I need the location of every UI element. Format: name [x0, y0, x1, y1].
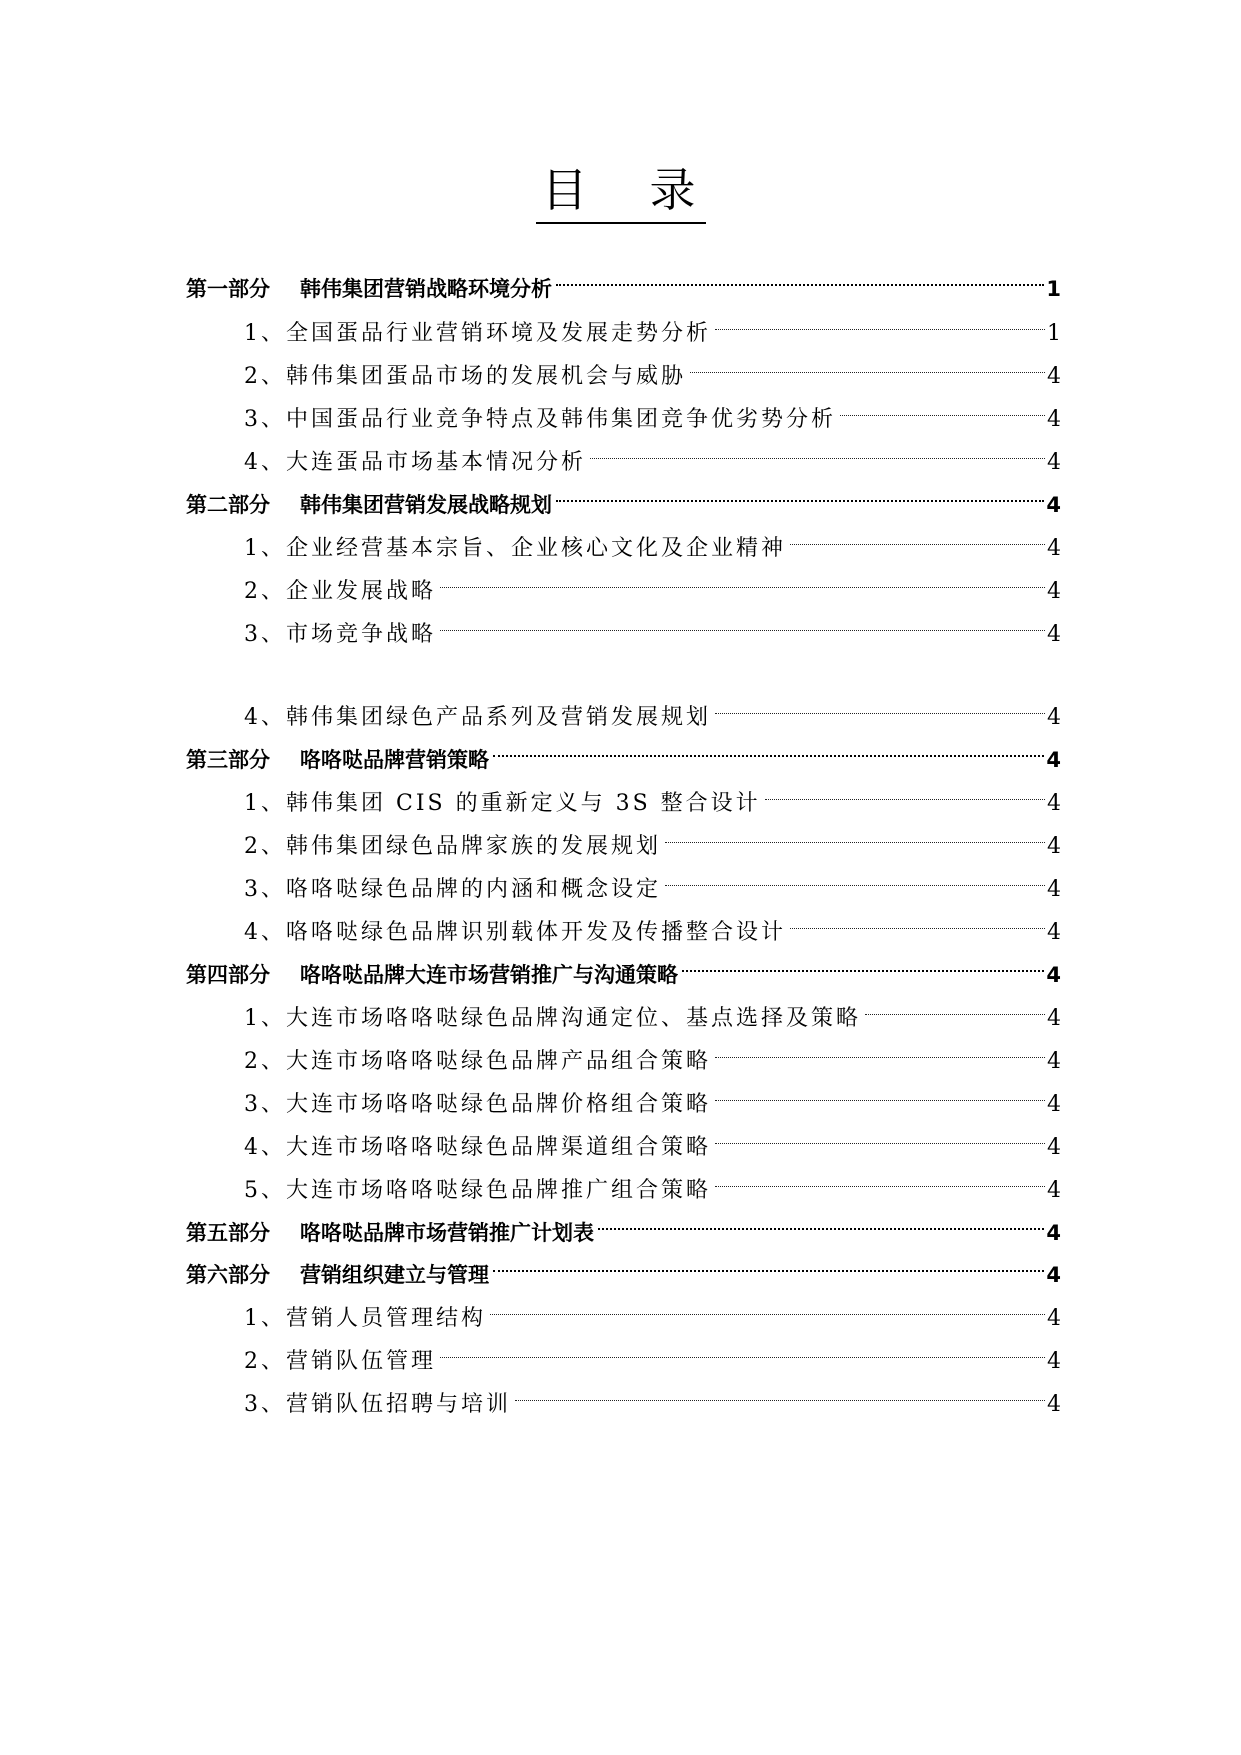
toc-page-number: 4: [1047, 1049, 1061, 1074]
toc-item-entry[interactable]: [244, 991, 1061, 1031]
page-title-text: 目 录: [536, 160, 706, 224]
toc-dot-leader: [715, 1034, 1045, 1068]
toc-item-entry[interactable]: [244, 1291, 1061, 1331]
toc-dot-leader: [590, 435, 1045, 469]
toc-entry-label: 2、大连市场咯咯哒绿色品牌产品组合策略: [244, 1049, 711, 1074]
toc-page-number: 4: [1046, 748, 1061, 772]
toc-dot-leader: [865, 991, 1045, 1025]
toc-entry-label: 咯咯哒品牌大连市场营销推广与沟通策略: [300, 963, 678, 987]
toc-part-entry[interactable]: [186, 1248, 1061, 1287]
toc-page-number: 4: [1047, 877, 1061, 902]
toc-dot-leader: [598, 1206, 1044, 1240]
toc-entry-label: 2、韩伟集团蛋品市场的发展机会与威胁: [244, 364, 686, 389]
toc-item-entry[interactable]: [244, 607, 1061, 647]
toc-dot-leader: [556, 478, 1044, 512]
toc-page-number: 4: [1047, 920, 1061, 945]
toc-item-entry[interactable]: [244, 521, 1061, 561]
toc-item-entry[interactable]: [244, 1120, 1061, 1160]
toc-dot-leader: [665, 819, 1045, 853]
toc-dot-leader: [715, 1120, 1045, 1154]
toc-part-number: 第六部分: [186, 1263, 270, 1287]
toc-item-entry[interactable]: [244, 349, 1061, 389]
toc-page-number: 4: [1047, 450, 1061, 475]
toc-page-number: 4: [1047, 1178, 1061, 1203]
toc-dot-leader: [556, 262, 1044, 296]
toc-item-entry[interactable]: [244, 690, 1061, 730]
toc-part-entry[interactable]: [186, 478, 1061, 517]
toc-part-number: 第三部分: [186, 748, 270, 772]
toc-item-entry[interactable]: [244, 1334, 1061, 1374]
toc-dot-leader: [490, 1291, 1045, 1325]
toc-entry-label: 3、营销队伍招聘与培训: [244, 1392, 511, 1417]
toc-entry-label: 4、韩伟集团绿色产品系列及营销发展规划: [244, 705, 711, 730]
toc-dot-leader: [715, 690, 1045, 724]
toc-entry-label: 4、大连市场咯咯哒绿色品牌渠道组合策略: [244, 1135, 711, 1160]
toc-page-number: 4: [1047, 1135, 1061, 1160]
toc-part-number: 第四部分: [186, 963, 270, 987]
toc-item-entry[interactable]: [244, 776, 1061, 816]
toc-entry-label: 咯咯哒品牌市场营销推广计划表: [300, 1221, 594, 1245]
toc-page-number: 4: [1047, 579, 1061, 604]
toc-item-entry[interactable]: [244, 819, 1061, 859]
toc-page-number: 4: [1047, 1092, 1061, 1117]
toc-item-entry[interactable]: [244, 306, 1061, 346]
toc-page-number: 4: [1047, 1392, 1061, 1417]
toc-item-entry[interactable]: [244, 905, 1061, 945]
toc-part-entry[interactable]: [186, 733, 1061, 772]
toc-page-number: 4: [1047, 1349, 1061, 1374]
toc-dot-leader: [790, 521, 1045, 555]
toc-entry-label: 营销组织建立与管理: [300, 1263, 489, 1287]
toc-item-entry[interactable]: [244, 1077, 1061, 1117]
toc-item-entry[interactable]: [244, 862, 1061, 902]
toc-entry-label: 1、营销人员管理结构: [244, 1306, 486, 1331]
toc-page-number: 4: [1046, 1221, 1061, 1245]
toc-part-entry[interactable]: [186, 262, 1061, 301]
toc-entry-label: 1、全国蛋品行业营销环境及发展走势分析: [244, 321, 711, 346]
toc-part-number: 第二部分: [186, 493, 270, 517]
toc-dot-leader: [840, 392, 1045, 426]
toc-page-number: 1: [1046, 277, 1061, 301]
toc-part-entry[interactable]: [186, 1206, 1061, 1245]
toc-dot-leader: [493, 733, 1044, 767]
toc-dot-leader: [715, 1163, 1045, 1197]
toc-entry-label: 2、韩伟集团绿色品牌家族的发展规划: [244, 834, 661, 859]
toc-entry-label: 1、大连市场咯咯哒绿色品牌沟通定位、基点选择及策略: [244, 1006, 861, 1031]
toc-entry-label: 2、营销队伍管理: [244, 1349, 436, 1374]
toc-page-number: 4: [1046, 963, 1061, 987]
toc-dot-leader: [690, 349, 1045, 383]
toc-entry-label: 3、大连市场咯咯哒绿色品牌价格组合策略: [244, 1092, 711, 1117]
toc-entry-label: 2、企业发展战略: [244, 579, 436, 604]
toc-entry-label: 1、韩伟集团 CIS 的重新定义与 3S 整合设计: [244, 791, 761, 816]
toc-entry-label: 1、企业经营基本宗旨、企业核心文化及企业精神: [244, 536, 786, 561]
toc-page-number: 4: [1047, 791, 1061, 816]
toc-part-entry[interactable]: [186, 948, 1061, 987]
toc-page-number: 4: [1047, 407, 1061, 432]
toc-entry-label: 5、大连市场咯咯哒绿色品牌推广组合策略: [244, 1178, 711, 1203]
toc-entry-label: 4、咯咯哒绿色品牌识别载体开发及传播整合设计: [244, 920, 786, 945]
toc-page-number: 4: [1047, 622, 1061, 647]
toc-entry-label: 3、咯咯哒绿色品牌的内涵和概念设定: [244, 877, 661, 902]
toc-entry-label: 咯咯哒品牌营销策略: [300, 748, 489, 772]
toc-item-entry[interactable]: [244, 564, 1061, 604]
toc-item-entry[interactable]: [244, 1163, 1061, 1203]
toc-part-number: 第五部分: [186, 1221, 270, 1245]
toc-item-entry[interactable]: [244, 1377, 1061, 1417]
toc-page-number: 4: [1046, 493, 1061, 517]
toc-entry-label: 3、中国蛋品行业竞争特点及韩伟集团竞争优劣势分析: [244, 407, 836, 432]
toc-entry-label: 韩伟集团营销战略环境分析: [300, 277, 552, 301]
toc-dot-leader: [493, 1248, 1044, 1282]
toc-entry-label: 4、大连蛋品市场基本情况分析: [244, 450, 586, 475]
toc-item-entry[interactable]: [244, 435, 1061, 475]
toc-page-number: 4: [1046, 1263, 1061, 1287]
toc-dot-leader: [515, 1377, 1045, 1411]
toc-item-entry[interactable]: [244, 392, 1061, 432]
toc-dot-leader: [440, 564, 1045, 598]
toc-page-number: 4: [1047, 705, 1061, 730]
toc-page-number: 4: [1047, 834, 1061, 859]
toc-page-number: 4: [1047, 1006, 1061, 1031]
toc-dot-leader: [440, 1334, 1045, 1368]
toc-page-number: 1: [1047, 321, 1061, 346]
toc-dot-leader: [665, 862, 1045, 896]
toc-page-number: 4: [1047, 536, 1061, 561]
toc-dot-leader: [440, 607, 1045, 641]
toc-dot-leader: [682, 948, 1044, 982]
toc-page-number: 4: [1047, 364, 1061, 389]
toc-dot-leader: [715, 1077, 1045, 1111]
toc-item-entry[interactable]: [244, 1034, 1061, 1074]
toc-dot-leader: [790, 905, 1045, 939]
toc-entry-label: 韩伟集团营销发展战略规划: [300, 493, 552, 517]
toc-entry-label: 3、市场竞争战略: [244, 622, 436, 647]
toc-page-number: 4: [1047, 1306, 1061, 1331]
toc-dot-leader: [715, 306, 1045, 340]
toc-dot-leader: [765, 776, 1045, 810]
toc-part-number: 第一部分: [186, 277, 270, 301]
